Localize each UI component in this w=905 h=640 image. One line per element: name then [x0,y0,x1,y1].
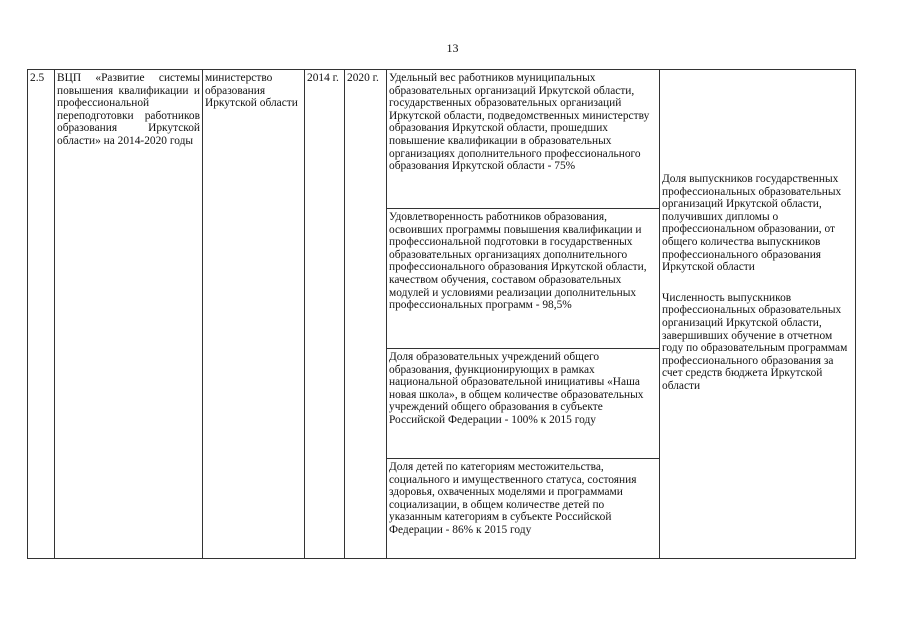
table-row [28,70,856,209]
result-text: Численность выпускников профессиональных образовательных организаций Иркутской области, завершивших обучение в отчетном году по образовательным программам профессионального образования за счет средств бюджета Иркутской области [662,291,848,392]
indicator-text: Доля образовательных учреждений общего образования, функционирующих в рамках национальной образовательной инициативы «Наша новая школа», в общем количестве образовательных учреждений общего образования в субъекте Российской Федерации - 100% к 2015 году [389,351,644,426]
indicator-cell [387,70,660,209]
indicator-cell [387,459,660,559]
program-name: ВЦП «Развитие системы повышения квалификации и профессиональной переподготовки работников образования Иркутской области» на 2014-2020 годы [57,72,200,147]
indicator-text: Доля детей по категориям местожительства, социального и имущественного статуса, состояния здоровья, охваченных моделями и программами социализации, в общем количестве детей по указанным категориям в субъекте Российской Федерации - 86% к 2015 году [389,461,637,536]
results-cell [660,70,856,559]
row-number: 2.5 [30,72,45,84]
program-table [27,69,856,559]
indicator-text: Удельный вес работников муниципальных образовательных организаций Иркутской области, государственных образовательных организаций Иркутской области, подведомственных министерству образования Иркутской области, прошедших повышение квалификации в образовательных организациях дополнительного профессионального образования Иркутской области - 75% [389,72,650,173]
responsible-cell [203,70,305,559]
result-text: Доля выпускников государственных профессиональных образовательных организаций Иркутской области, получивших дипломы о профессиональном образовании, от общего количества выпускников профессионального образования Иркутской области [662,173,842,274]
indicator-text: Удовлетворенность работников образования, освоивших программы повышения квалификации и профессиональной подготовки в государственных образовательных организациях дополнительного профессионального образования Иркутской области, качеством обучения, составом образовательных модулей и условиями реализации дополнительных профессиональных программ - 98,5% [389,211,647,312]
row-number-cell [28,70,55,559]
start-year-cell [305,70,345,559]
end-year: 2020 г. [347,72,379,84]
indicator-cell [387,209,660,349]
page-number: 13 [446,41,459,55]
program-name-cell [55,70,203,559]
start-year: 2014 г. [307,72,339,84]
responsible-executor: министерство образования Иркутской области [205,72,298,110]
indicator-cell [387,349,660,459]
end-year-cell [345,70,387,559]
